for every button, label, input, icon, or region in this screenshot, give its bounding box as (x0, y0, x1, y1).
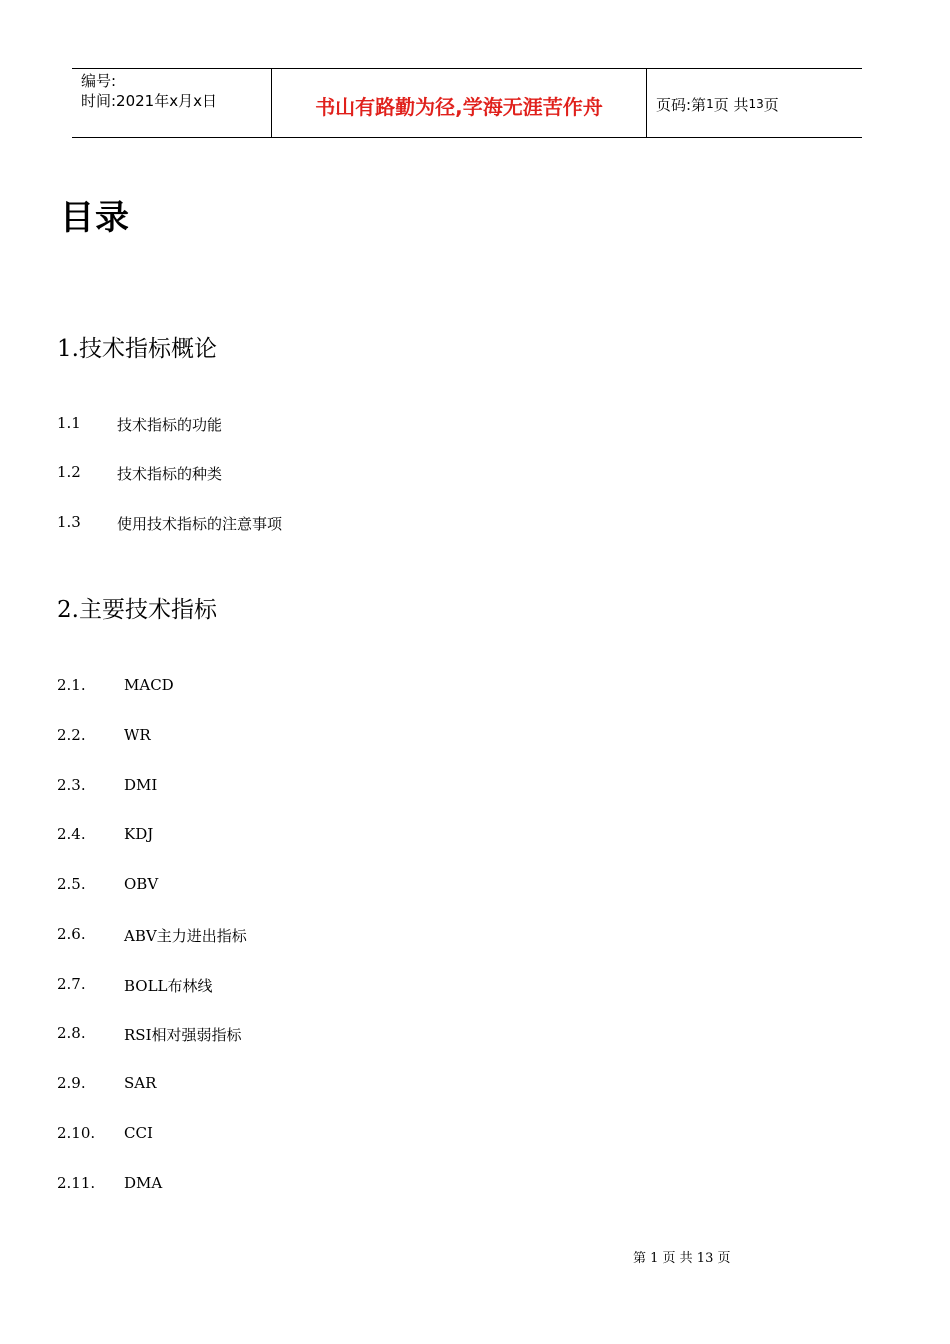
page-number: 1 (706, 97, 714, 111)
toc-entry[interactable] (57, 776, 157, 794)
toc-entry[interactable] (57, 975, 213, 996)
toc-entry[interactable] (57, 825, 153, 843)
toc-entry[interactable] (57, 726, 151, 744)
toc-entry-text: SAR (124, 1074, 157, 1092)
header-page-info (647, 69, 862, 137)
toc-section-title[interactable]: 1.技术指标概论 (57, 336, 217, 362)
toc-entry-number: 2.10. (57, 1124, 96, 1142)
page-end: 页 (763, 95, 779, 114)
toc-entry-text: WR (124, 726, 151, 744)
toc-entry-text: RSI相对强弱指标 (124, 1026, 242, 1044)
page-total: 13 (748, 97, 764, 111)
toc-entry-text: DMI (124, 776, 158, 794)
toc-entry-text: 技术指标的种类 (117, 465, 223, 483)
toc-entry-number: 2.1. (57, 676, 86, 694)
toc-entry-number: 1.2 (57, 463, 81, 481)
toc-entry[interactable] (57, 1124, 153, 1142)
toc-entry-text: ABV主力进出指标 (124, 927, 247, 945)
toc-entry-number: 1.3 (57, 513, 81, 531)
toc-entry-text: OBV (124, 875, 159, 893)
toc-entry-number: 2.7. (57, 975, 86, 993)
toc-entry-number: 2.11. (57, 1174, 96, 1192)
page-mid: 页 共 (713, 95, 749, 114)
toc-entry-number: 2.6. (57, 925, 86, 943)
toc-entry[interactable] (57, 1074, 156, 1092)
document-number-label: 编号: (81, 72, 117, 90)
toc-entry[interactable] (57, 925, 247, 946)
toc-entry[interactable] (57, 676, 174, 694)
toc-entry-text: 技术指标的功能 (117, 416, 223, 434)
toc-entry-text: 使用技术指标的注意事项 (117, 515, 283, 533)
header-motto: 书山有路勤为径,学海无涯苦作舟 (272, 69, 647, 137)
toc-entry-text: BOLL布林线 (124, 977, 213, 995)
toc-section-title[interactable]: 2.主要技术指标 (57, 597, 217, 623)
toc-entry[interactable] (57, 1024, 242, 1045)
toc-entry-text: CCI (124, 1124, 153, 1142)
toc-entry[interactable] (57, 875, 158, 893)
page-footer: 第 1 页 共 13 页 (633, 1251, 731, 1266)
toc-entry[interactable] (57, 463, 222, 484)
toc-entry[interactable] (57, 414, 222, 435)
toc-entry-number: 2.2. (57, 726, 86, 744)
toc-entry[interactable] (57, 513, 282, 534)
page-label: 页码:第 (656, 95, 707, 114)
toc-title: 目录 (60, 198, 130, 238)
toc-entry-text: KDJ (124, 825, 154, 843)
toc-entry-number: 2.4. (57, 825, 86, 843)
toc-entry[interactable] (57, 1174, 162, 1192)
toc-entry-text: MACD (124, 676, 174, 694)
toc-entry-number: 2.9. (57, 1074, 86, 1092)
header-meta (72, 69, 272, 137)
toc-entry-number: 2.3. (57, 776, 86, 794)
page-header (72, 68, 862, 138)
toc-entry-text: DMA (124, 1174, 163, 1192)
toc-entry-number: 1.1 (57, 414, 81, 432)
toc-entry-number: 2.5. (57, 875, 86, 893)
document-date: 时间:2021年x月x日 (81, 92, 217, 110)
toc-entry-number: 2.8. (57, 1024, 86, 1042)
